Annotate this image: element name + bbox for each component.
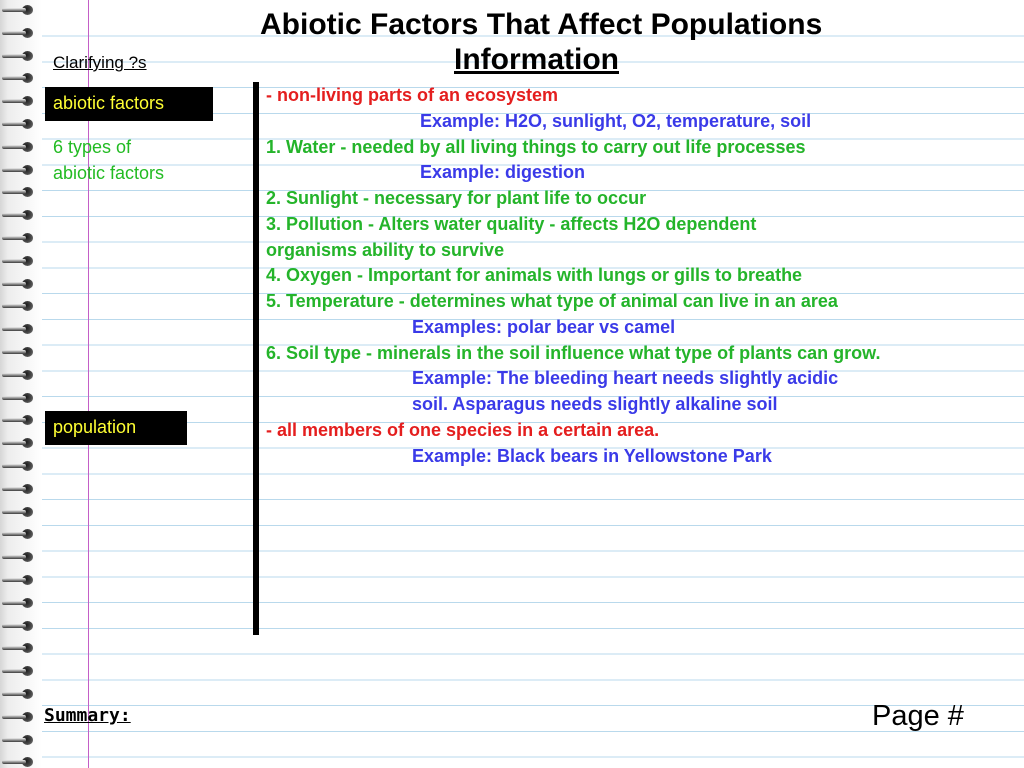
summary-label: Summary:	[44, 705, 131, 726]
spiral-ring-icon	[2, 392, 34, 403]
ring-wire-icon	[2, 122, 26, 126]
ring-wire-icon	[2, 396, 26, 400]
note-line: 6. Soil type - minerals in the soil influence what type of plants can grow.	[266, 342, 881, 363]
note-line: Example: H2O, sunlight, O2, temperature, soil	[420, 110, 812, 131]
ring-wire-icon	[2, 236, 26, 240]
note-line: Example: The bleeding heart needs slightly acidic	[412, 368, 839, 389]
spiral-ring-icon	[2, 620, 34, 631]
ring-wire-icon	[2, 304, 26, 308]
ring-wire-icon	[2, 373, 26, 377]
spiral-ring-icon	[2, 688, 34, 699]
spiral-ring-icon	[2, 369, 34, 380]
spiral-ring-icon	[2, 506, 34, 517]
ring-wire-icon	[2, 692, 26, 696]
ring-wire-icon	[2, 738, 26, 742]
ring-wire-icon	[2, 646, 26, 650]
ring-wire-icon	[2, 715, 26, 719]
ring-wire-icon	[2, 168, 26, 172]
ring-wire-icon	[2, 510, 26, 514]
spiral-ring-icon	[2, 642, 34, 653]
spiral-binding-icon	[0, 0, 42, 768]
spiral-ring-icon	[2, 141, 34, 152]
spiral-ring-icon	[2, 460, 34, 471]
spiral-ring-icon	[2, 186, 34, 197]
spiral-ring-icon	[2, 483, 34, 494]
notes-column	[266, 83, 880, 469]
spiral-ring-icon	[2, 255, 34, 266]
ring-wire-icon	[2, 464, 26, 468]
note-line: - non-living parts of an ecosystem	[266, 85, 559, 105]
ring-wire-icon	[2, 76, 26, 80]
ring-wire-icon	[2, 259, 26, 263]
page-title: Abiotic Factors That Affect Populations	[260, 8, 823, 41]
spiral-ring-icon	[2, 711, 34, 722]
term-box-population: population	[45, 411, 187, 445]
note-line: 5. Temperature - determines what type of animal can live in an area	[266, 291, 838, 311]
ring-wire-icon	[2, 532, 26, 536]
spiral-ring-icon	[2, 734, 34, 745]
term-six-types	[53, 135, 164, 187]
ring-wire-icon	[2, 8, 26, 12]
spiral-ring-icon	[2, 27, 34, 38]
ring-wire-icon	[2, 327, 26, 331]
spiral-ring-icon	[2, 346, 34, 357]
spiral-ring-icon	[2, 756, 34, 767]
note-line: 1. Water - needed by all living things to carry out life processes	[266, 136, 806, 157]
spiral-ring-icon	[2, 528, 34, 539]
term-six-types-line1: 6 types of	[53, 137, 132, 157]
ring-wire-icon	[2, 213, 26, 217]
ring-wire-icon	[2, 578, 26, 582]
page-number: Page #	[872, 700, 964, 732]
ring-wire-icon	[2, 624, 26, 628]
ring-wire-icon	[2, 555, 26, 559]
ring-wire-icon	[2, 487, 26, 491]
ring-wire-icon	[2, 669, 26, 673]
spiral-ring-icon	[2, 118, 34, 129]
spiral-ring-icon	[2, 551, 34, 562]
ring-wire-icon	[2, 760, 26, 764]
ring-wire-icon	[2, 145, 26, 149]
term-six-types-line2: abiotic factors	[53, 162, 165, 183]
spiral-ring-icon	[2, 72, 34, 83]
spiral-ring-icon	[2, 414, 34, 425]
note-line: Example: Black bears in Yellowstone Park	[412, 445, 772, 466]
clarifying-heading: Clarifying ?s	[53, 53, 147, 72]
spiral-ring-icon	[2, 209, 34, 220]
note-line: 3. Pollution - Alters water quality - affects H2O dependent	[266, 213, 757, 234]
ring-wire-icon	[2, 190, 26, 194]
spiral-ring-icon	[2, 574, 34, 585]
information-heading: Information	[454, 43, 619, 76]
ring-wire-icon	[2, 99, 26, 103]
ring-wire-icon	[2, 601, 26, 605]
note-line: soil. Asparagus needs slightly alkaline soil	[412, 394, 778, 414]
spiral-ring-icon	[2, 4, 34, 15]
note-line: Examples: polar bear vs camel	[412, 316, 676, 337]
spiral-ring-icon	[2, 300, 34, 311]
note-line: 2. Sunlight - necessary for plant life to occur	[266, 188, 647, 208]
ring-wire-icon	[2, 282, 26, 286]
ring-wire-icon	[2, 350, 26, 354]
column-divider	[253, 82, 259, 635]
ring-wire-icon	[2, 54, 26, 58]
spiral-ring-icon	[2, 164, 34, 175]
term-box-abiotic-factors: abiotic factors	[45, 87, 213, 121]
ring-wire-icon	[2, 441, 26, 445]
spiral-ring-icon	[2, 95, 34, 106]
spiral-ring-icon	[2, 597, 34, 608]
ring-wire-icon	[2, 418, 26, 422]
spiral-ring-icon	[2, 323, 34, 334]
note-line: Example: digestion	[420, 162, 586, 183]
note-line: 4. Oxygen - Important for animals with lungs or gills to breathe	[266, 265, 803, 286]
spiral-ring-icon	[2, 50, 34, 61]
spiral-ring-icon	[2, 278, 34, 289]
ring-wire-icon	[2, 31, 26, 35]
spiral-ring-icon	[2, 232, 34, 243]
spiral-ring-icon	[2, 437, 34, 448]
note-line: organisms ability to survive	[266, 239, 505, 260]
note-line: - all members of one species in a certain area.	[266, 419, 660, 440]
spiral-ring-icon	[2, 665, 34, 676]
